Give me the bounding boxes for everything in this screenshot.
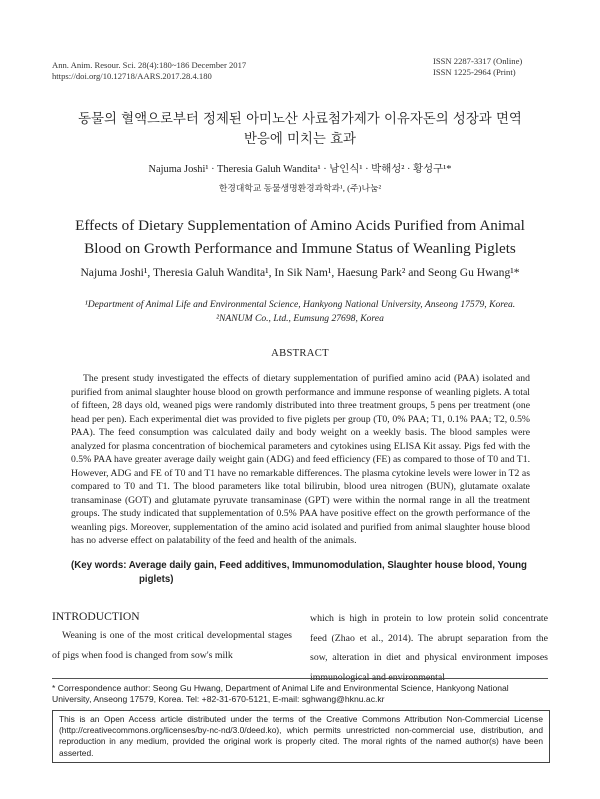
license-box (52, 710, 550, 763)
intro-right-text: which is high in protein to low protein solid concentrate feed (Zhao et al., 2014). The abrupt separation from the sow, alteration in diet and physical environment imposes immunological and environmental (310, 613, 548, 683)
correspondence-footnote: * Correspondence author: Seong Gu Hwang, Department of Animal Life and Environmental Science, Hankyong National University, Anseong 17579, Korea. Tel: +82-31-670-5121, E-mail: sghwang@hknu.ac.kr (52, 683, 509, 704)
issn-print: ISSN 1225-2964 (Print) (433, 67, 516, 77)
english-affiliations (0, 298, 600, 326)
korean-title (0, 110, 600, 150)
doi-line[interactable]: https://doi.org/10.12718/AARS.2017.28.4.180 (52, 71, 212, 81)
keywords (71, 559, 530, 586)
affiliation-2: ²NANUM Co., Ltd., Eumsung 27698, Korea (216, 313, 384, 324)
abstract-body (71, 372, 530, 548)
section-heading-introduction: INTRODUCTION (52, 610, 140, 623)
journal-citation (52, 60, 246, 82)
issn-block (433, 56, 522, 78)
journal-line-1: Ann. Anim. Resour. Sci. 28(4):180~186 December 2017 (52, 60, 247, 70)
english-title-line-2: Blood on Growth Performance and Immune Status of Weanling Piglets (84, 240, 516, 257)
abstract-heading: ABSTRACT (271, 348, 329, 359)
korean-affiliation: 한경대학교 동물생명환경과학과¹, (주)나눔² (218, 183, 382, 193)
korean-title-line-2: 반응에 미치는 효과 (244, 132, 356, 147)
intro-left-column (52, 626, 292, 665)
affiliation-1: ¹Department of Animal Life and Environmental Science, Hankyong National University, Anseong 17579, Korea. (84, 299, 516, 310)
abstract-text: The present study investigated the effects of dietary supplementation of purified amino acid (PAA) isolated and purified from animal slaughter house blood on growth performance and immune response of weanling piglets. A total of fifteen, 28 days old, weaned pigs were randomly distributed into three treatment groups, 5 pens per treatment (one head per pen). Each experimental diet was provided to five piglets per group (T0, 0% PAA; T1, 0.1% PAA; T2, 0.5% PAA). The feed consumption was calculated daily and body weight on a weekly basis. The blood samples were analyzed for plasma concentration of biochemical parameters and cytokines using ELISA Kit assay. Pigs fed with the 0.5% PAA have greater average daily weight gain (ADG) and feed efficiency (FE) as compared to those of T0 and T1. However, ADG and FE of T0 and T1 have no remarkable differences. The plasma cytokine levels were lower in T2 as compared to T0 and T1. The blood parameters like total bilirubin, blood urea nitrogen (BUN), glutamate oxalate transaminase (GOT) and glutamate pyruvate transaminase (GPT) were within the normal range in all the treatment groups. The study indicated that supplementation of 0.5% PAA have positive effect on the growth performance of the weanling pigs. Moreover, supplementation of the amino acid isolated and purified from animal slaughter house blood has no adverse effect on palatability of the feed and health of the animals. (71, 373, 530, 546)
license-text: This is an Open Access article distributed under the terms of the Creative Commons Attribution Non-Commercial License (http://creativecommons.org/licenses/by-nc-nd/3.0/deed.ko), which permits unrestricted non-commercial use, distribution, and reproduction in any medium, provided the original work is properly cited. The moral rights of the named author(s) have been asserted. (59, 714, 543, 758)
korean-title-line-1: 동물의 혈액으로부터 정제된 아미노산 사료첨가제가 이유자돈의 성장과 면역 (78, 112, 522, 127)
english-title (0, 214, 600, 260)
korean-authors: Najuma Joshi¹ · Theresia Galuh Wandita¹ · 남인식¹ · 박해성² · 황성구¹* (148, 164, 452, 175)
keywords-line-1: (Key words: Average daily gain, Feed additives, Immunomodulation, Slaughter house blood, Young (71, 560, 527, 571)
issn-online: ISSN 2287-3317 (Online) (433, 56, 523, 66)
keywords-line-2: piglets) (139, 573, 174, 585)
english-title-line-1: Effects of Dietary Supplementation of Amino Acids Purified from Animal (75, 217, 525, 234)
english-authors: Najuma Joshi¹, Theresia Galuh Wandita¹, In Sik Nam¹, Haesung Park² and Seong Gu Hwang¹* (80, 266, 520, 279)
footnote-divider (52, 678, 548, 679)
intro-right-column (310, 609, 548, 687)
intro-left-text: Weaning is one of the most critical developmental stages of pigs when food is changed from sow's milk (52, 630, 292, 661)
